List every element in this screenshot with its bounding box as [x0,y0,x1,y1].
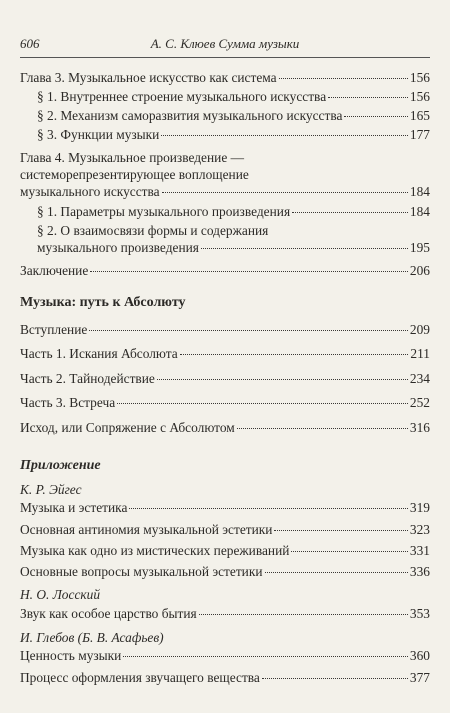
toc-entry-page: 360 [409,648,430,663]
appendix-heading: Приложение [20,458,101,473]
dot-leader [237,428,408,429]
toc-entry-page: 336 [409,564,430,579]
toc-entry-page: 209 [409,322,430,337]
toc-entry [37,240,430,256]
toc-entry-conclusion [20,263,430,279]
toc-entry-title: Ценность музыки [20,648,122,663]
toc-entry-title: Звук как особое царство бытия [20,606,197,621]
toc-entry [20,322,430,338]
dot-leader [180,354,409,355]
toc-entry-chapter3 [20,70,430,86]
toc-entry-title: Заключение [20,263,89,278]
toc-entry [20,670,430,686]
dot-leader [274,530,407,531]
toc-entry-page: 184 [409,184,430,199]
toc-entry [20,606,430,622]
toc-entry-title: Музыка и эстетика [20,500,128,515]
toc-entry-page: 252 [409,395,430,410]
toc-entry-title-line: § 2. О взаимосвязи формы и содержания [37,223,269,238]
toc-entry-page: 156 [409,89,430,104]
toc-entry-page: 316 [409,420,430,435]
toc-entry [20,522,430,538]
dot-leader [279,78,408,79]
toc-entry [20,346,430,362]
toc-entry-title: музыкального искусства [20,184,160,199]
author-name: И. Глебов (Б. В. Асафьев) [20,630,164,645]
toc-entry-page: 184 [409,204,430,219]
toc-entry [20,371,430,387]
dot-leader [157,379,408,380]
toc-entry-title: Часть 2. Тайнодействие [20,371,155,386]
dot-leader [161,135,408,136]
toc-entry-title: § 2. Механизм саморазвития музыкального искусства [37,108,343,123]
dot-leader [89,330,408,331]
toc-entry-title-line: Глава 4. Музыкальное произведение — [20,150,245,165]
toc-entry-page: 323 [409,522,430,537]
toc-entry-title: Часть 3. Встреча [20,395,116,410]
dot-leader [123,656,408,657]
page-number: 606 [20,36,40,51]
toc-entry-title: Глава 3. Музыкальное искусство как система [20,70,277,85]
dot-leader [292,212,408,213]
toc-entry [37,204,430,220]
toc-entry-chapter4 [20,184,430,200]
dot-leader [162,192,408,193]
dot-leader [201,248,408,249]
toc-entry-page: 165 [409,108,430,123]
toc-entry-page: 319 [409,500,430,515]
toc-entry-page: 156 [409,70,430,85]
toc-entry-title: Основные вопросы музыкальной эстетики [20,564,263,579]
toc-entry-title: Исход, или Сопряжение с Абсолютом [20,420,235,435]
toc-entry [37,89,430,105]
toc-entry [20,420,430,436]
dot-leader [291,551,407,552]
toc-entry [37,127,430,143]
toc-entry-title: Процесс оформления звучащего вещества [20,670,260,685]
dot-leader [262,678,408,679]
toc-entry [20,395,430,411]
dot-leader [117,403,408,404]
toc-entry-page: 377 [409,670,430,685]
toc-entry-title: музыкального произведения [37,240,199,255]
toc-entry-page: 195 [409,240,430,255]
toc-entry [20,564,430,580]
toc-entry-page: 177 [409,127,430,142]
toc-entry-title: Музыка как одно из мистических переживаний [20,543,290,558]
section-heading: Музыка: путь к Абсолюту [20,295,186,310]
toc-entry-title: § 1. Внутреннее строение музыкального искусства [37,89,327,104]
dot-leader [265,572,408,573]
dot-leader [129,508,407,509]
toc-entry-page: 211 [410,346,430,361]
toc-entry [20,648,430,664]
toc-entry-title: Вступление [20,322,88,337]
toc-entry-page: 206 [409,263,430,278]
author-name: К. Р. Эйгес [20,482,82,497]
toc-entry-title: Часть 1. Искания Абсолюта [20,346,178,361]
dot-leader [90,271,408,272]
header-rule [20,57,430,58]
toc-entry-page: 353 [409,606,430,621]
dot-leader [199,614,408,615]
toc-entry-page: 331 [409,543,430,558]
dot-leader [344,116,407,117]
toc-entry-title-line: системорепрезентирующее воплощение [20,167,249,182]
author-name: Н. О. Лосский [20,587,101,602]
running-title: А. С. Клюев Сумма музыки [150,36,300,51]
toc-entry-page: 234 [409,371,430,386]
toc-entry [20,543,430,559]
toc-entry-title: Основная антиномия музыкальной эстетики [20,522,273,537]
toc-entry [20,500,430,516]
toc-entry [37,108,430,124]
toc-entry-title: § 1. Параметры музыкального произведения [37,204,291,219]
dot-leader [328,97,408,98]
toc-entry-title: § 3. Функции музыки [37,127,160,142]
